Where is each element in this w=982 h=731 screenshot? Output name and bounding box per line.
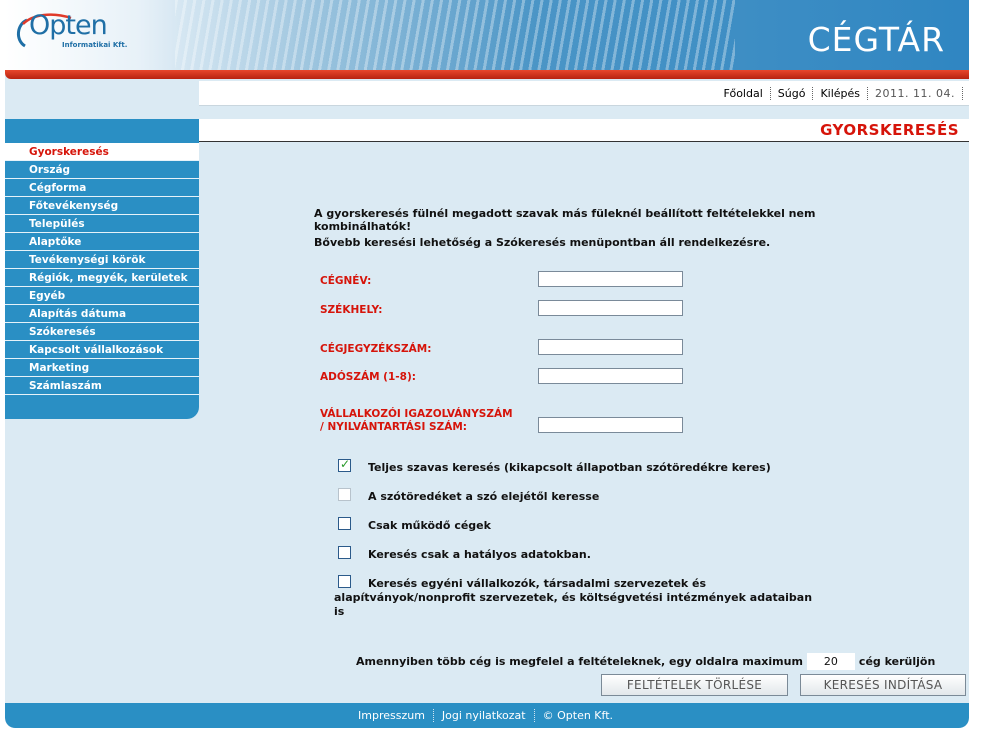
footer-link-jogi[interactable]: Jogi nyilatkozat: [434, 709, 535, 722]
sidebar-item-tevekenysegi-korok[interactable]: Tevékenységi körök: [5, 251, 199, 269]
sidebar-item-fotevekenyseg[interactable]: Főtevékenység: [5, 197, 199, 215]
sidebar-item-orszag[interactable]: Ország: [5, 161, 199, 179]
app-frame: [5, 0, 969, 728]
szotoredek-checkbox[interactable]: [338, 488, 351, 501]
sidebar-item-telepules[interactable]: Település: [5, 215, 199, 233]
mukodo-cegek-label: Csak működő cégek: [368, 519, 491, 532]
page-header: [199, 119, 969, 142]
max-results-input[interactable]: 20: [807, 653, 855, 670]
intro-line-2: Bővebb keresési lehetőség a Szókeresés menüpontban áll rendelkezésre.: [314, 236, 771, 249]
adoszam-label: ADÓSZÁM (1-8):: [320, 371, 416, 383]
app-title: CÉGTÁR: [807, 20, 945, 59]
footer-copyright: © Opten Kft.: [542, 709, 614, 722]
vallalkozoi-input[interactable]: [538, 417, 683, 433]
header-banner: [5, 0, 969, 72]
sidebar-item-alaptoke[interactable]: Alaptőke: [5, 233, 199, 251]
szekhely-label: SZÉKHELY:: [320, 304, 383, 316]
nav-link-logout[interactable]: Kilépés: [813, 87, 868, 100]
teljes-szavas-label: Teljes szavas keresés (kikapcsolt állapotban szótöredékre keres): [368, 461, 771, 474]
vallalkozoi-label-line-1: VÁLLALKOZÓI IGAZOLVÁNYSZÁM: [320, 408, 513, 420]
search-form: [199, 142, 969, 702]
logo-text: Opten: [29, 10, 107, 41]
max-results-suffix: cég kerüljön: [858, 655, 936, 668]
hatalyos-adatok-label: Keresés csak a hatályos adatokban.: [368, 548, 591, 561]
sidebar-item-cegforma[interactable]: Cégforma: [5, 179, 199, 197]
teljes-szavas-checkbox[interactable]: [338, 459, 351, 472]
egyeni-vallalkozok-label-line-1: Keresés egyéni vállalkozók, társadalmi szervezetek és: [368, 577, 707, 590]
sidebar-header: [5, 119, 199, 143]
egyeni-vallalkozok-label-line-3: is: [334, 605, 345, 618]
checkmark-icon: ✓: [340, 457, 351, 471]
egyeni-vallalkozok-checkbox[interactable]: [338, 575, 351, 588]
cegnev-input[interactable]: [538, 271, 683, 287]
sidebar-item-kapcsolt[interactable]: Kapcsolt vállalkozások: [5, 341, 199, 359]
max-results-row: [356, 653, 935, 670]
sidebar-item-marketing[interactable]: Marketing: [5, 359, 199, 377]
sidebar-item-gyorskereses[interactable]: Gyorskeresés: [5, 143, 199, 161]
footer-link-impresszum[interactable]: Impresszum: [350, 709, 434, 722]
sidebar-item-szamlaszam[interactable]: Számlaszám: [5, 377, 199, 395]
current-date: 2011. 11. 04.: [868, 87, 963, 100]
banner-decoration: [175, 0, 735, 72]
start-search-button[interactable]: KERESÉS INDÍTÁSA: [800, 674, 966, 696]
footer: [5, 703, 969, 728]
header-red-bar: [5, 70, 969, 79]
intro-text: [314, 207, 874, 249]
vallalkozoi-label: [320, 408, 513, 434]
hatalyos-adatok-checkbox[interactable]: [338, 546, 351, 559]
nav-link-home[interactable]: Főoldal: [717, 87, 771, 100]
mukodo-cegek-checkbox[interactable]: [338, 517, 351, 530]
szekhely-input[interactable]: [538, 300, 683, 316]
szotoredek-label: A szótöredéket a szó elejétől keresse: [368, 490, 600, 503]
cegnev-label: CÉGNÉV:: [320, 275, 372, 287]
max-results-prefix: Amennyiben több cég is megfelel a feltételeknek, egy oldalra maximum: [356, 655, 803, 668]
page-title: GYORSKERESÉS: [820, 121, 959, 139]
clear-criteria-button[interactable]: FELTÉTELEK TÖRLÉSE: [601, 674, 788, 696]
sidebar-item-regiok[interactable]: Régiók, megyék, kerületek: [5, 269, 199, 287]
adoszam-input[interactable]: [538, 368, 683, 384]
vallalkozoi-label-line-2: / NYILVÁNTARTÁSI SZÁM:: [320, 421, 467, 433]
intro-line-1: A gyorskeresés fülnél megadott szavak más füleknél beállított feltételekkel nem kombinálhatók!: [314, 207, 816, 233]
sidebar-item-alapitas-datuma[interactable]: Alapítás dátuma: [5, 305, 199, 323]
sidebar: [5, 143, 199, 419]
nav-link-help[interactable]: Súgó: [771, 87, 814, 100]
sidebar-item-egyeb[interactable]: Egyéb: [5, 287, 199, 305]
cegjegyzekszam-label: CÉGJEGYZÉKSZÁM:: [320, 343, 432, 355]
cegjegyzekszam-input[interactable]: [538, 339, 683, 355]
logo-subtitle: Informatikai Kft.: [62, 41, 128, 49]
egyeni-vallalkozok-label-line-2: alapítványok/nonprofit szervezetek, és költségvetési intézmények adataiban: [334, 591, 813, 604]
sidebar-item-szokereses[interactable]: Szókeresés: [5, 323, 199, 341]
top-navigation: [199, 81, 969, 106]
